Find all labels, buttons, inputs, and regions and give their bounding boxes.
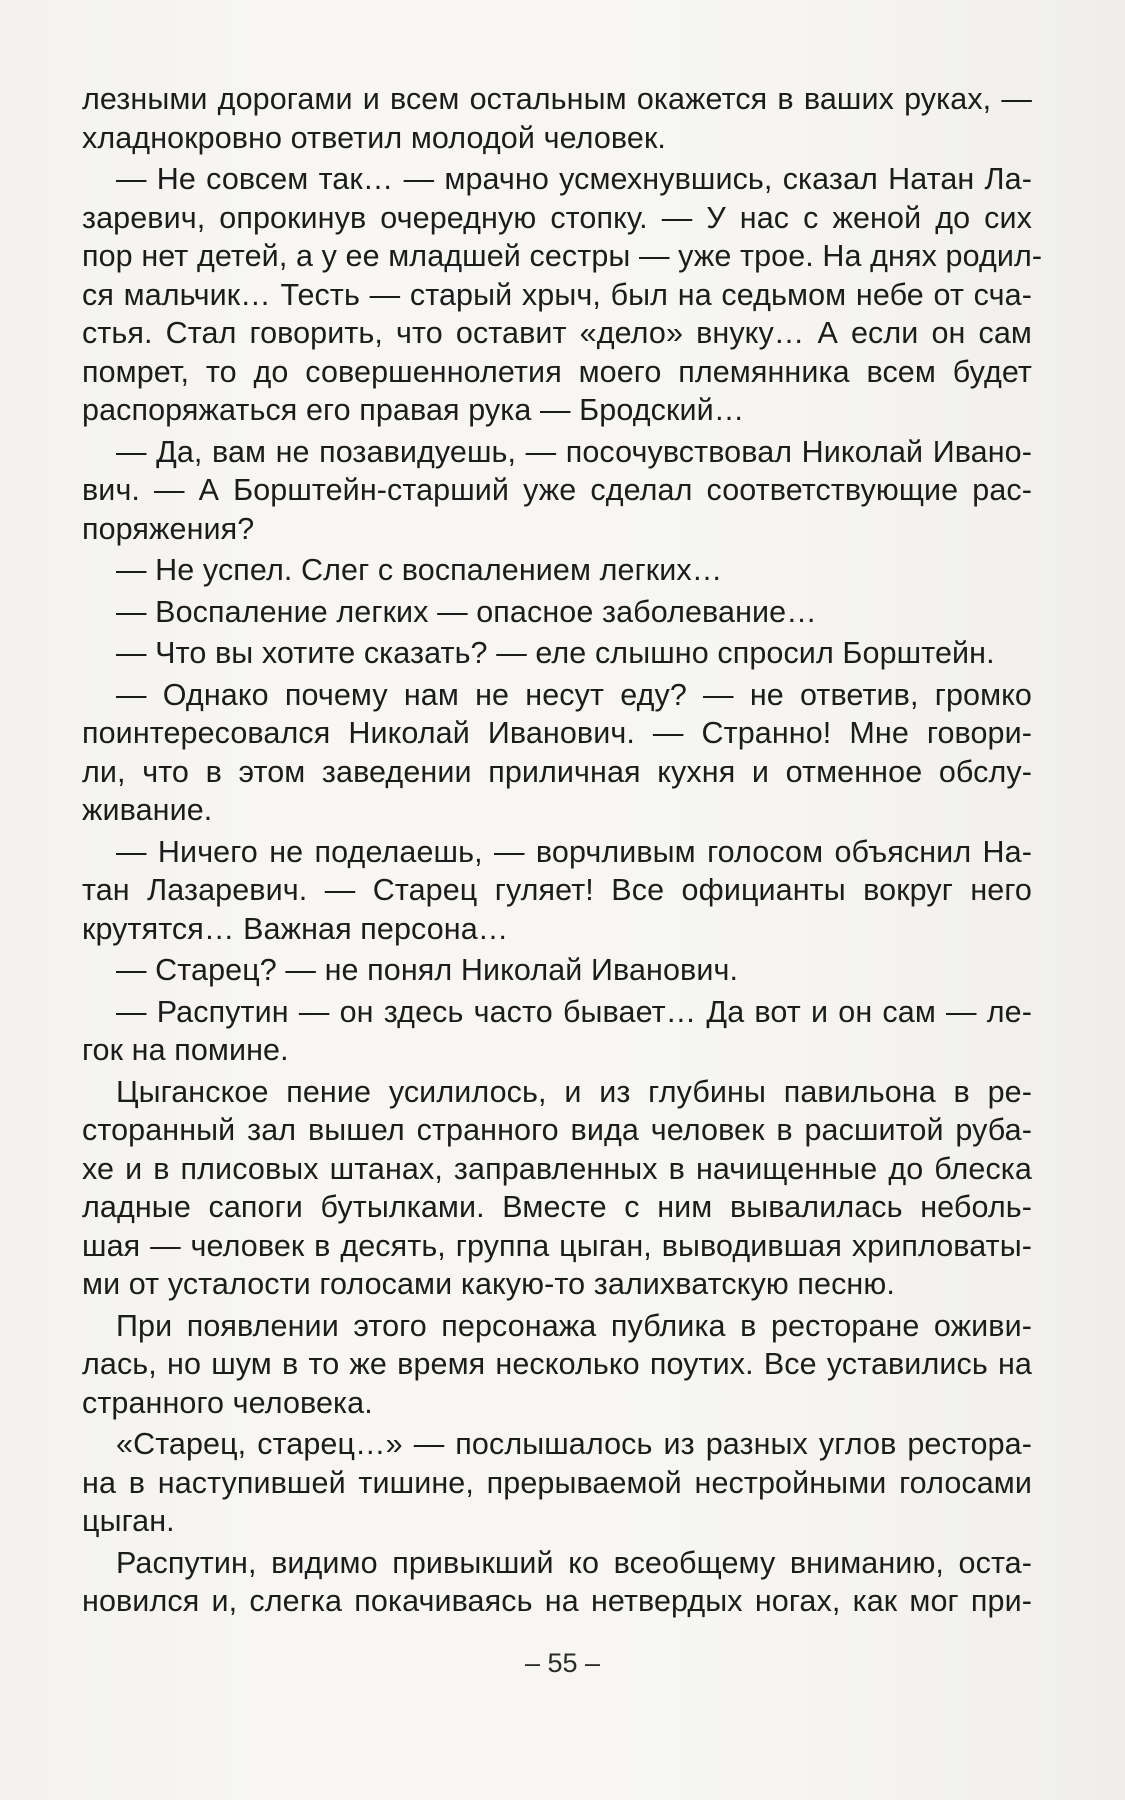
- paragraph: [82, 1425, 1032, 1541]
- paragraph: [82, 1544, 1032, 1621]
- text-line: При появлении этого персонажа публика в ресторане оживи-: [116, 1308, 1032, 1343]
- paragraph: [82, 551, 1032, 590]
- text-line: новился и, слегка покачиваясь на нетвердых ногах, как мог при-: [82, 1584, 1032, 1618]
- text-line: — Старец? — не понял Николай Иванович.: [116, 953, 739, 987]
- text-line: хладнокровно ответил молодой человек.: [82, 120, 666, 155]
- text-line: пор нет детей, а у ее младшей сестры — уже трое. На днях родил-: [82, 239, 1043, 273]
- text-line: заревич, опрокинув очередную стопку. — У нас с женой до сих: [82, 200, 1032, 235]
- body-text: [82, 80, 1043, 1621]
- text-line: — Ничего не поделаешь, — ворчливым голосом объяснил На-: [116, 834, 1032, 869]
- text-line: вич. — А Борштейн-старший уже сделал соответствующие рас-: [82, 473, 1032, 507]
- text-line: Цыганское пение усилилось, и из глубины павильона в ре-: [116, 1074, 1032, 1109]
- text-line: шая — человек в десять, группа цыган, выводившая хрипловаты-: [82, 1228, 1032, 1263]
- text-line: гок на помине.: [82, 1033, 289, 1067]
- text-line: тан Лазаревич. — Старец гуляет! Все официанты вокруг него: [82, 873, 1032, 907]
- paragraph: [82, 993, 1032, 1070]
- text-line: — Однако почему нам не несут еду? — не ответив, громко: [116, 677, 1032, 712]
- text-line: лезными дорогами и всем остальным окажется в ваших руках, —: [82, 82, 1032, 116]
- paragraph: [82, 634, 1032, 673]
- text-line: стья. Стал говорить, что оставит «дело» внуку… А если он сам: [82, 316, 1032, 350]
- text-line: на в наступившей тишине, прерываемой нестройными голосами: [82, 1465, 1032, 1500]
- text-line: живание.: [82, 793, 213, 827]
- text-line: ладные сапоги бутылками. Вместе с ним вывалилась неболь-: [82, 1190, 1032, 1224]
- text-line: — Воспаление легких — опасное заболевание…: [116, 594, 817, 629]
- text-line: помрет, то до совершеннолетия моего племянника всем будет: [82, 354, 1032, 389]
- text-line: — Не успел. Слег с воспалением легких…: [116, 553, 723, 587]
- text-line: поряжения?: [82, 511, 255, 546]
- paragraph: [82, 1307, 1032, 1423]
- text-line: — Не совсем так… — мрачно усмехнувшись, сказал Натан Ла-: [116, 162, 1032, 196]
- text-line: ся мальчик… Тесть — старый хрыч, был на седьмом небе от сча-: [82, 277, 1032, 312]
- text-line: ли, что в этом заведении приличная кухня и отменное обслу-: [82, 754, 1032, 789]
- text-line: «Старец, старец…» — послышалось из разных углов рестора-: [116, 1427, 1032, 1461]
- text-line: ми от усталости голосами какую-то залихватскую песню.: [82, 1267, 895, 1301]
- paragraph: [82, 833, 1032, 949]
- paragraph: [82, 80, 1032, 157]
- paragraph: [82, 951, 1032, 990]
- text-line: Распутин, видимо привыкший ко всеобщему вниманию, оста-: [116, 1545, 1032, 1580]
- paragraph: [82, 160, 1043, 430]
- page-number: – 55 –: [524, 1648, 601, 1678]
- text-line: странного человека.: [82, 1385, 373, 1420]
- paragraph: [82, 433, 1032, 549]
- text-line: — Что вы хотите сказать? — еле слышно спросил Борштейн.: [116, 636, 995, 670]
- text-line: поинтересовался Николай Иванович. — Странно! Мне говори-: [82, 716, 1032, 750]
- text-line: лась, но шум в то же время несколько поутих. Все уставились на: [82, 1347, 1032, 1381]
- paragraph: [82, 1073, 1032, 1304]
- text-line: сторанный зал вышел странного вида человек в расшитой руба-: [82, 1113, 1032, 1147]
- paragraph: [82, 676, 1032, 830]
- text-line: распоряжаться его правая рука — Бродский…: [82, 393, 745, 427]
- text-line: — Да, вам не позавидуешь, — посочувствовал Николай Ивано-: [116, 434, 1032, 469]
- paragraph: [82, 593, 1032, 632]
- text-line: хе и в плисовых штанах, заправленных в начищенные до блеска: [82, 1151, 1032, 1186]
- text-line: крутятся… Важная персона…: [82, 911, 509, 946]
- text-line: цыган.: [82, 1504, 175, 1538]
- text-line: — Распутин — он здесь часто бывает… Да вот и он сам — ле-: [116, 994, 1032, 1029]
